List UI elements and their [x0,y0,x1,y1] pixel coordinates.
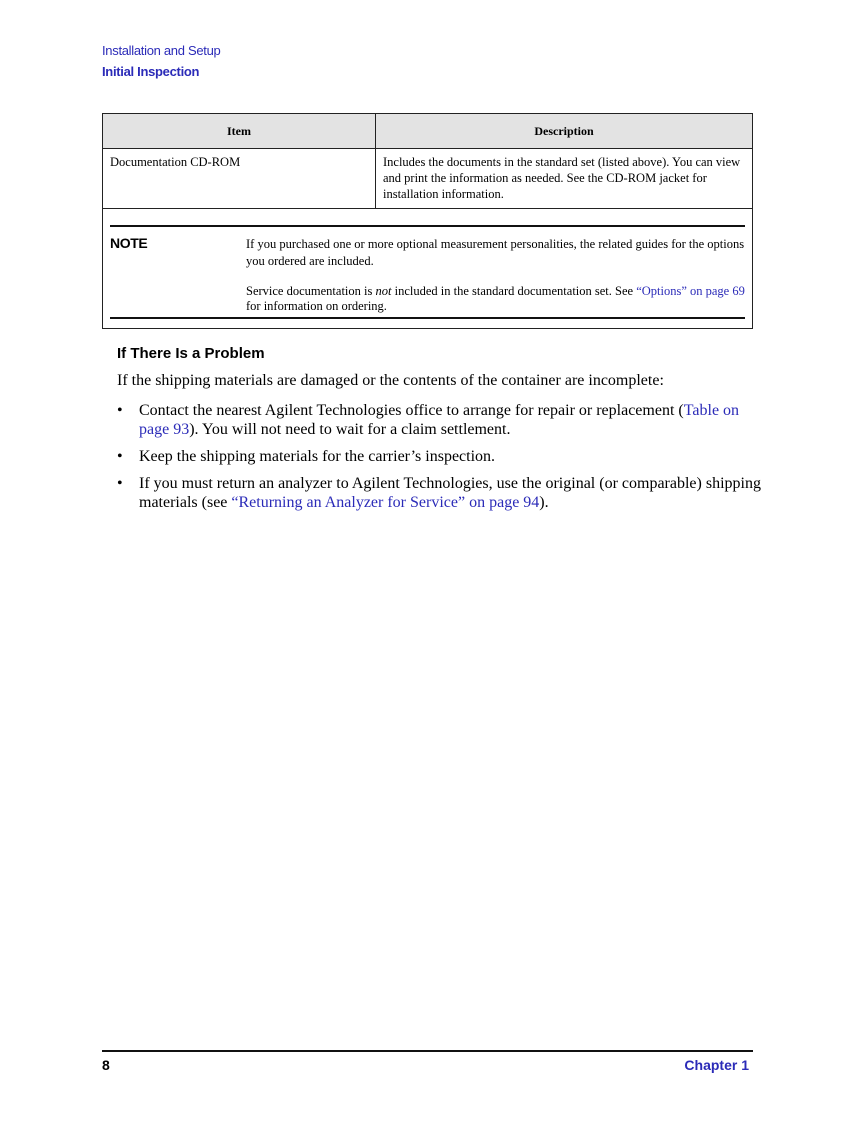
table-link[interactable]: Table on page 93 [139,402,740,438]
note-paragraph-2 [246,284,746,314]
list-text: Contact the nearest Agilent Technologies office to arrange for repair or replacement ( [139,402,684,419]
table-cell-description: Includes the documents in the standard set (listed above). You can view and print the information as needed. See the CD-ROM jacket for installation information. [376,149,753,209]
returning-analyzer-link[interactable]: “Returning an Analyzer for Service” on page 94 [231,494,540,511]
bullet-icon: • [117,448,123,465]
intro-paragraph: If the shipping materials are damaged or the contents of the container are incomplete: [117,372,664,389]
chapter-label: Chapter 1 [684,1057,749,1073]
column-header-item: Item [103,114,376,149]
note-text: for information on ordering. [246,299,387,313]
table-row [103,149,753,209]
options-link[interactable]: “Options” on page 69 [636,284,745,298]
section-heading: If There Is a Problem [117,345,265,362]
note-top-rule [110,225,745,227]
note-paragraph-1: If you purchased one or more optional measurement personalities, the related guides for the options you ordered are included. [246,237,745,268]
bullet-icon: • [117,475,123,492]
note-bottom-rule [110,317,745,319]
list-text: Keep the shipping materials for the carrier’s inspection. [139,448,496,465]
list-item [117,401,767,439]
note-emphasis: not [375,284,392,298]
running-header-subsection: Initial Inspection [102,64,200,79]
note-label: NOTE [110,235,148,251]
footer-rule [102,1050,753,1052]
problem-list [117,401,767,520]
note-text: Service documentation is [246,284,376,298]
note-box [102,204,753,329]
column-header-description: Description [376,114,753,149]
note-text: included in the standard documentation set. See [391,284,637,298]
list-text: If you must return an analyzer to Agilent Technologies, use the original (or comparable) shipping materials (see [139,475,761,511]
table-header-row [103,114,753,149]
page-number: 8 [102,1057,110,1073]
list-item [117,474,767,512]
running-header-section: Installation and Setup [102,43,221,58]
list-text: ). [539,494,549,511]
list-text: ). You will not need to wait for a claim settlement. [189,421,511,438]
list-item [117,447,767,466]
documentation-table [102,113,753,209]
table-cell-item: Documentation CD-ROM [103,149,376,209]
bullet-icon: • [117,402,123,419]
